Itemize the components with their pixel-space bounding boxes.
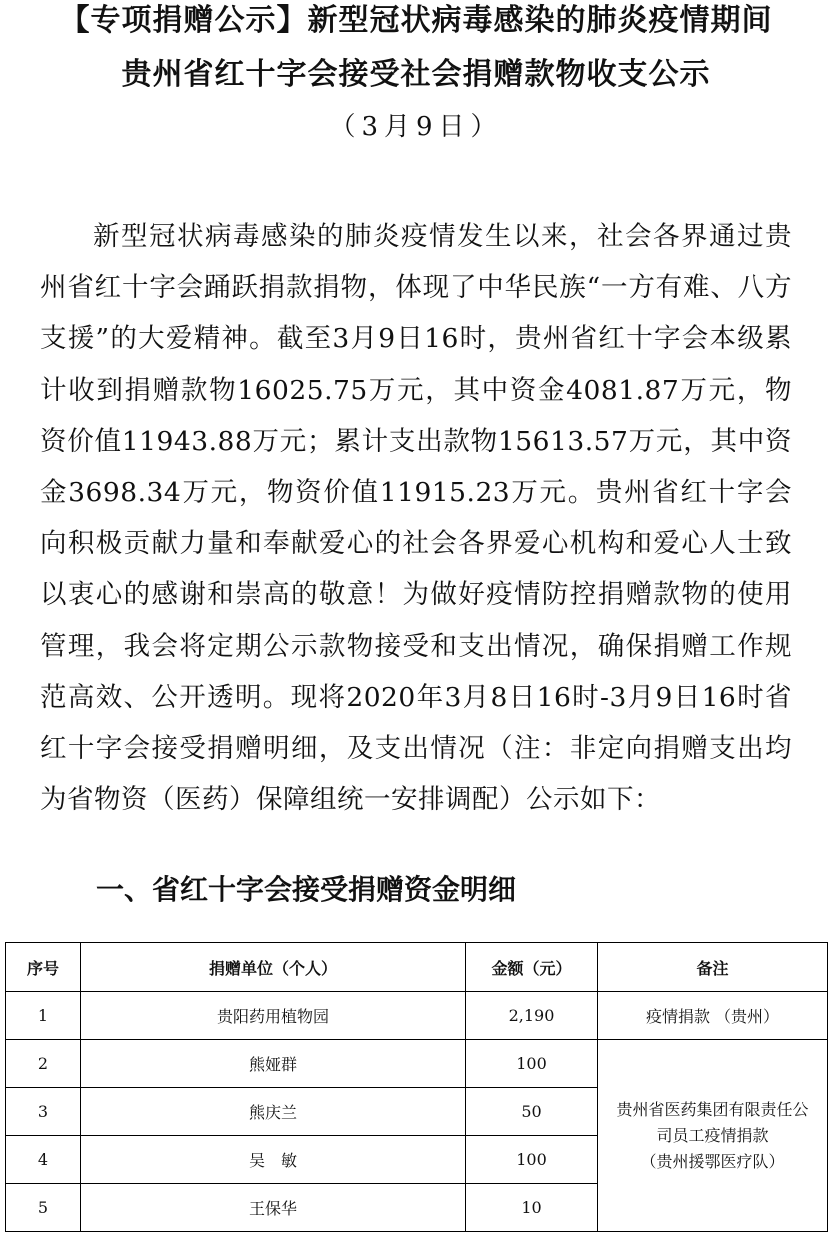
cell-amount: 50 bbox=[466, 1088, 598, 1136]
header-no: 序号 bbox=[6, 943, 81, 992]
table-row bbox=[6, 992, 828, 1040]
table-header-row bbox=[6, 943, 828, 992]
header-amount: 金额（元） bbox=[466, 943, 598, 992]
header-remark: 备注 bbox=[598, 943, 828, 992]
document-title-line-2: 贵州省红十字会接受社会捐赠款物收支公示 bbox=[121, 57, 711, 92]
cell-remark: 疫情捐款 （贵州） bbox=[598, 992, 828, 1040]
cell-no: 3 bbox=[6, 1088, 81, 1136]
intro-paragraph: 新型冠状病毒感染的肺炎疫情发生以来，社会各界通过贵州省红十字会踊跃捐款捐物，体现了中华民族“一方有难、八方支援”的大爱精神。截至3月9日16时，贵州省红十字会本级累计收到捐赠款物16025.75万元，其中资金4081.87万元，物资价值11943.88万元；累计支出款物15613.57万元，其中资金3698.34万元，物资价值11915.23万元。贵州省红十字会向积极贡献力量和奉献爱心的社会各界爱心机构和爱心人士致以衷心的感谢和崇高的敬意！为做好疫情防控捐赠款物的使用管理，我会将定期公示款物接受和支出情况，确保捐赠工作规范高效、公开透明。现将2020年3月8日16时-3月9日16时省红十字会接受捐赠明细，及支出情况（注：非定向捐赠支出均为省物资（医药）保障组统一安排调配）公示如下： bbox=[40, 221, 792, 816]
header-donor: 捐赠单位（个人） bbox=[81, 943, 466, 992]
cell-donor: 熊庆兰 bbox=[81, 1088, 466, 1136]
cell-no: 5 bbox=[6, 1184, 81, 1232]
cell-donor: 熊娅群 bbox=[81, 1040, 466, 1088]
cell-donor: 贵阳药用植物园 bbox=[81, 992, 466, 1040]
cell-no: 1 bbox=[6, 992, 81, 1040]
group-remark-line-3: （贵州援鄂医疗队） bbox=[640, 1151, 785, 1171]
cell-donor: 吴 敏 bbox=[81, 1136, 466, 1184]
cell-amount: 100 bbox=[466, 1136, 598, 1184]
section-heading: 一、省红十字会接受捐赠资金明细 bbox=[96, 873, 517, 906]
cell-amount: 10 bbox=[466, 1184, 598, 1232]
cell-no: 2 bbox=[6, 1040, 81, 1088]
donation-table bbox=[5, 942, 828, 1232]
table-row bbox=[6, 1040, 828, 1088]
group-remark-line-1: 贵州省医药集团有限责任公 bbox=[616, 1099, 809, 1119]
document-title-line-1: 【专项捐赠公示】新型冠状病毒感染的肺炎疫情期间 bbox=[59, 3, 773, 38]
document-date: （3月9日） bbox=[329, 112, 503, 142]
cell-amount: 2,190 bbox=[466, 992, 598, 1040]
cell-group-remark bbox=[598, 1040, 828, 1232]
cell-amount: 100 bbox=[466, 1040, 598, 1088]
group-remark-line-2: 司员工疫情捐款 bbox=[656, 1125, 769, 1145]
cell-donor: 王保华 bbox=[81, 1184, 466, 1232]
cell-no: 4 bbox=[6, 1136, 81, 1184]
